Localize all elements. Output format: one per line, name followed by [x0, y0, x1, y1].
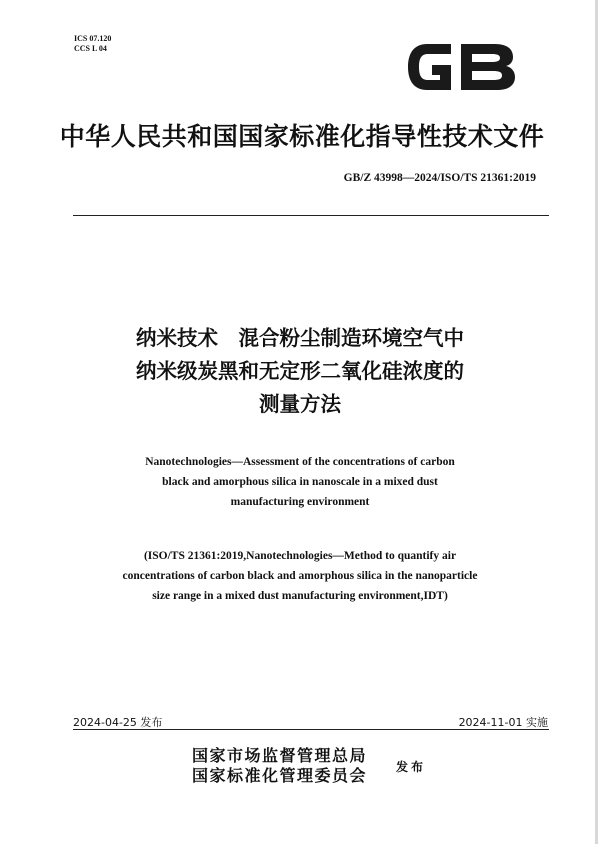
issuer-sac: 国家标准化管理委员会 [192, 766, 368, 785]
english-title-line-3: manufacturing environment [230, 496, 370, 508]
publish-label: 发布 [396, 760, 427, 774]
classification-codes [74, 34, 111, 54]
gb-logo-text: GB [403, 38, 405, 39]
ccs-code: CCS L 04 [74, 44, 107, 53]
english-title-line-2: black and amorphous silica in nanoscale in a mixed dust [162, 476, 438, 488]
idt-line-1: (ISO/TS 21361:2019,Nanotechnologies—Method to quantify air [143, 550, 457, 562]
chinese-title-line-1: 纳米技术 混合粉尘制造环境空气中 [136, 326, 464, 350]
footer-divider [73, 729, 549, 730]
idt-line-3: size range in a mixed dust manufacturing environment,IDT) [152, 590, 448, 602]
implementation-date: 2024-11-01 实施 [458, 716, 548, 729]
header-divider [73, 215, 549, 216]
ics-code: ICS 07.120 [74, 34, 112, 43]
gb-logo-icon [403, 38, 519, 96]
standard-number: GB/Z 43998—2024/ISO/TS 21361:2019 [343, 172, 536, 184]
identical-standard-reference [70, 546, 530, 606]
idt-line-2: concentrations of carbon black and amorphous silica in the nanoparticle [122, 570, 478, 582]
issue-date: 2024-04-25 发布 [73, 716, 163, 729]
english-title-line-1: Nanotechnologies—Assessment of the concentrations of carbon [145, 456, 455, 468]
issuing-organizations [192, 746, 367, 786]
chinese-title-line-2: 纳米级炭黑和无定形二氧化硅浓度的 [136, 359, 464, 383]
english-title [90, 452, 510, 512]
chinese-title [60, 322, 540, 421]
chinese-title-line-3: 测量方法 [259, 392, 341, 416]
document-category-title: 中华人民共和国国家标准化指导性技术文件 [59, 122, 545, 151]
issuer-samr: 国家市场监督管理总局 [192, 746, 368, 765]
